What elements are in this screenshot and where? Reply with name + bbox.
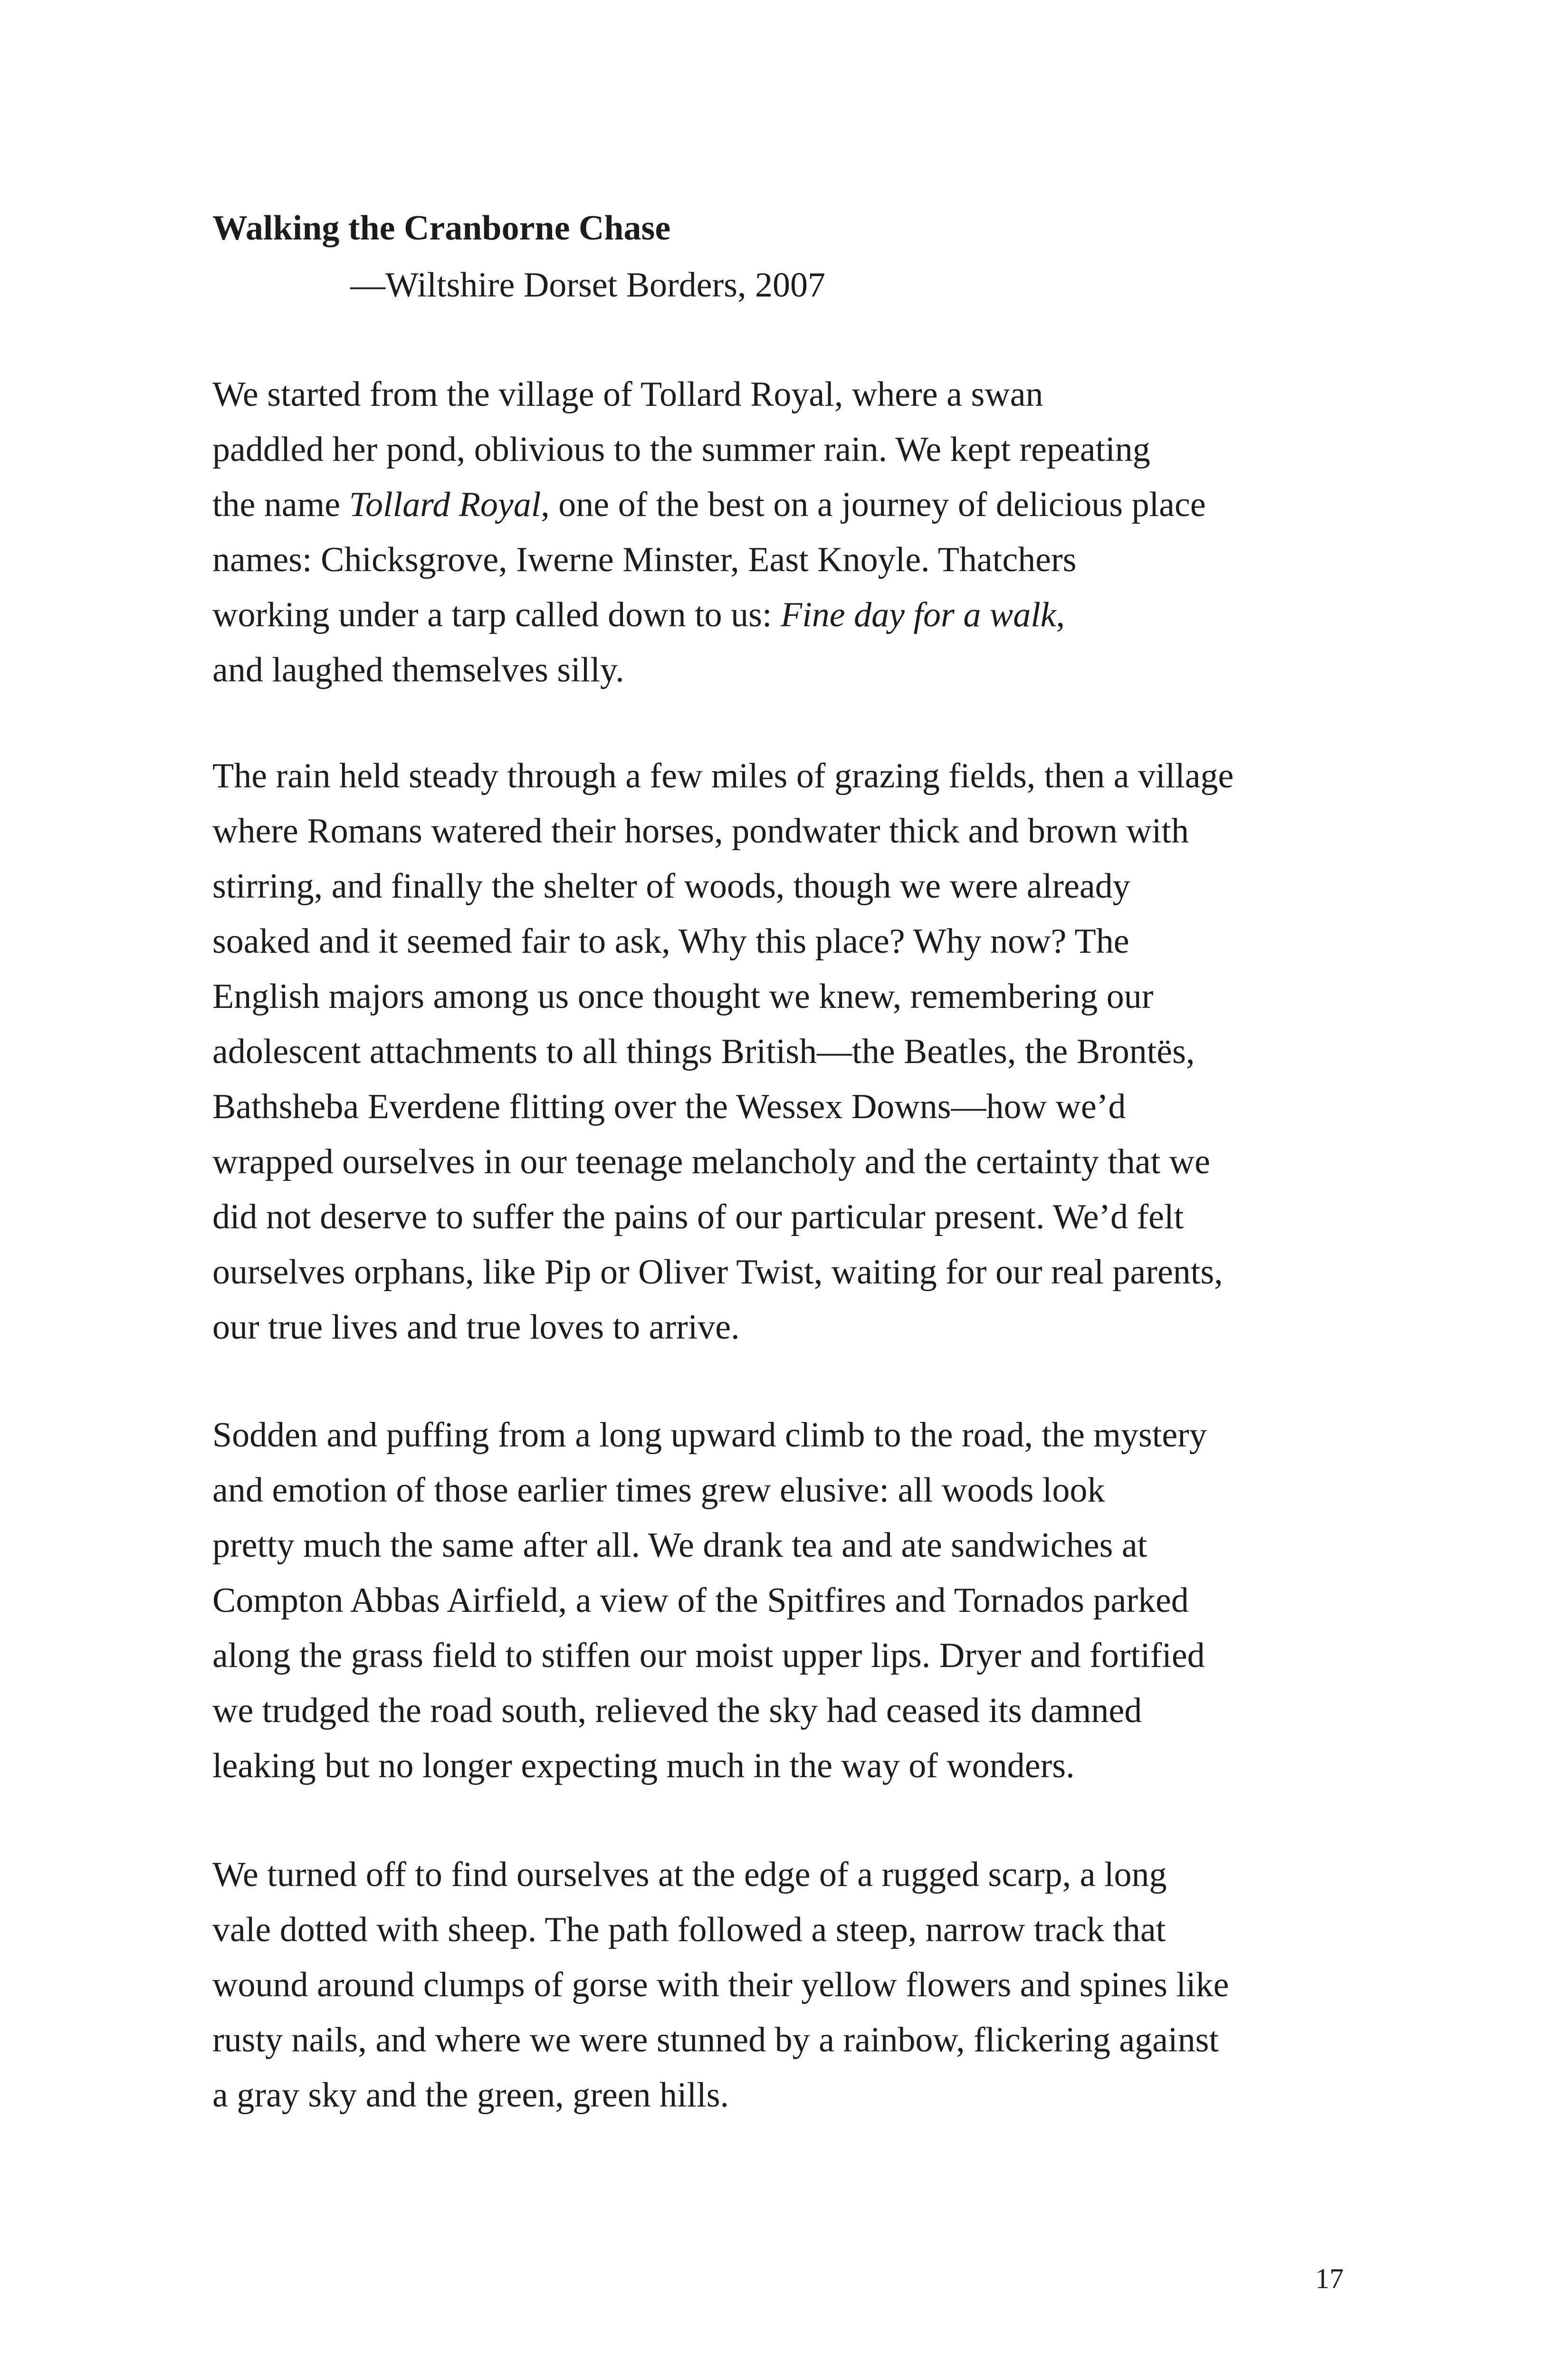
- text-segment: rusty nails, and where we were stunned by a rainbow, flickering against: [212, 2021, 1219, 2060]
- text-segment: We turned off to find ourselves at the edge of a rugged scarp, a long: [212, 1855, 1167, 1894]
- poem-title: Walking the Cranborne Chase: [212, 209, 671, 248]
- text-segment: Bathsheba Everdene flitting over the Wessex Downs—how we’d: [212, 1087, 1126, 1126]
- text-line: [212, 1134, 1233, 1189]
- text-line: [212, 2068, 1229, 2123]
- text-segment: ourselves orphans, like Pip or Oliver Twist, waiting for our real parents,: [212, 1253, 1223, 1292]
- text-segment: Sodden and puffing from a long upward climb to the road, the mystery: [212, 1416, 1207, 1455]
- text-segment: English majors among us once thought we knew, remembering our: [212, 977, 1154, 1016]
- text-line: [212, 748, 1233, 804]
- text-segment: , one of the best on a journey of delicious place: [541, 485, 1206, 524]
- text-segment: and laughed themselves silly.: [212, 651, 624, 690]
- text-line: [212, 1957, 1229, 2012]
- text-segment: Compton Abbas Airfield, a view of the Spitfires and Tornados parked: [212, 1581, 1189, 1620]
- text-segment: paddled her pond, oblivious to the summer rain. We kept repeating: [212, 430, 1150, 469]
- text-line: [212, 1628, 1207, 1683]
- text-line: [212, 1300, 1233, 1355]
- paragraph: [212, 748, 1233, 1355]
- text-segment: soaked and it seemed fair to ask, Why this place? Why now? The: [212, 922, 1129, 961]
- text-line: [212, 1518, 1207, 1573]
- text-segment: vale dotted with sheep. The path followed a steep, narrow track that: [212, 1910, 1166, 1949]
- text-segment: wound around clumps of gorse with their yellow flowers and spines like: [212, 1965, 1229, 2004]
- text-segment: stirring, and finally the shelter of woods, though we were already: [212, 867, 1130, 906]
- text-segment: where Romans watered their horses, pondwater thick and brown with: [212, 812, 1189, 851]
- text-line: [212, 1189, 1233, 1245]
- text-segment: leaking but no longer expecting much in the way of wonders.: [212, 1746, 1075, 1785]
- italic-text: Fine day for a walk: [781, 595, 1056, 634]
- text-segment: wrapped ourselves in our teenage melancholy and the certainty that we: [212, 1142, 1210, 1181]
- text-line: [212, 859, 1233, 914]
- text-line: [212, 367, 1206, 422]
- poem-subtitle: —Wiltshire Dorset Borders, 2007: [350, 266, 825, 305]
- italic-text: Tollard Royal: [349, 485, 541, 524]
- text-line: [212, 587, 1206, 642]
- text-line: [212, 1463, 1207, 1518]
- text-line: [212, 1024, 1233, 1079]
- text-line: [212, 477, 1206, 532]
- text-line: [212, 1573, 1207, 1628]
- text-line: [212, 1683, 1207, 1738]
- paragraph: [212, 1847, 1229, 2123]
- text-segment: adolescent attachments to all things British—the Beatles, the Brontës,: [212, 1032, 1195, 1071]
- text-segment: along the grass field to stiffen our moist upper lips. Dryer and fortified: [212, 1636, 1205, 1675]
- paragraph: [212, 1408, 1207, 1793]
- text-segment: the name: [212, 485, 349, 524]
- text-line: [212, 642, 1206, 698]
- text-segment: We started from the village of Tollard Royal, where a swan: [212, 375, 1043, 414]
- text-line: [212, 1245, 1233, 1300]
- text-line: [212, 1079, 1233, 1134]
- page-number: 17: [1315, 2263, 1344, 2294]
- text-line: [212, 969, 1233, 1024]
- text-line: [212, 1847, 1229, 1902]
- text-segment: our true lives and true loves to arrive.: [212, 1308, 740, 1347]
- text-line: [212, 2012, 1229, 2068]
- text-segment: names: Chicksgrove, Iwerne Minster, East Knoyle. Thatchers: [212, 540, 1077, 579]
- text-segment: did not deserve to suffer the pains of our particular present. We’d felt: [212, 1198, 1184, 1236]
- text-line: [212, 804, 1233, 859]
- text-segment: pretty much the same after all. We drank tea and ate sandwiches at: [212, 1526, 1147, 1565]
- text-segment: we trudged the road south, relieved the sky had ceased its damned: [212, 1691, 1142, 1730]
- text-line: [212, 422, 1206, 477]
- text-segment: ,: [1056, 595, 1065, 634]
- text-line: [212, 1902, 1229, 1957]
- paragraph: [212, 367, 1206, 698]
- text-segment: The rain held steady through a few miles of grazing fields, then a village: [212, 757, 1234, 795]
- text-segment: working under a tarp called down to us:: [212, 595, 781, 634]
- text-line: [212, 914, 1233, 969]
- text-segment: a gray sky and the green, green hills.: [212, 2076, 729, 2115]
- text-line: [212, 1738, 1207, 1793]
- text-segment: and emotion of those earlier times grew elusive: all woods look: [212, 1471, 1105, 1510]
- text-line: [212, 532, 1206, 587]
- text-line: [212, 1408, 1207, 1463]
